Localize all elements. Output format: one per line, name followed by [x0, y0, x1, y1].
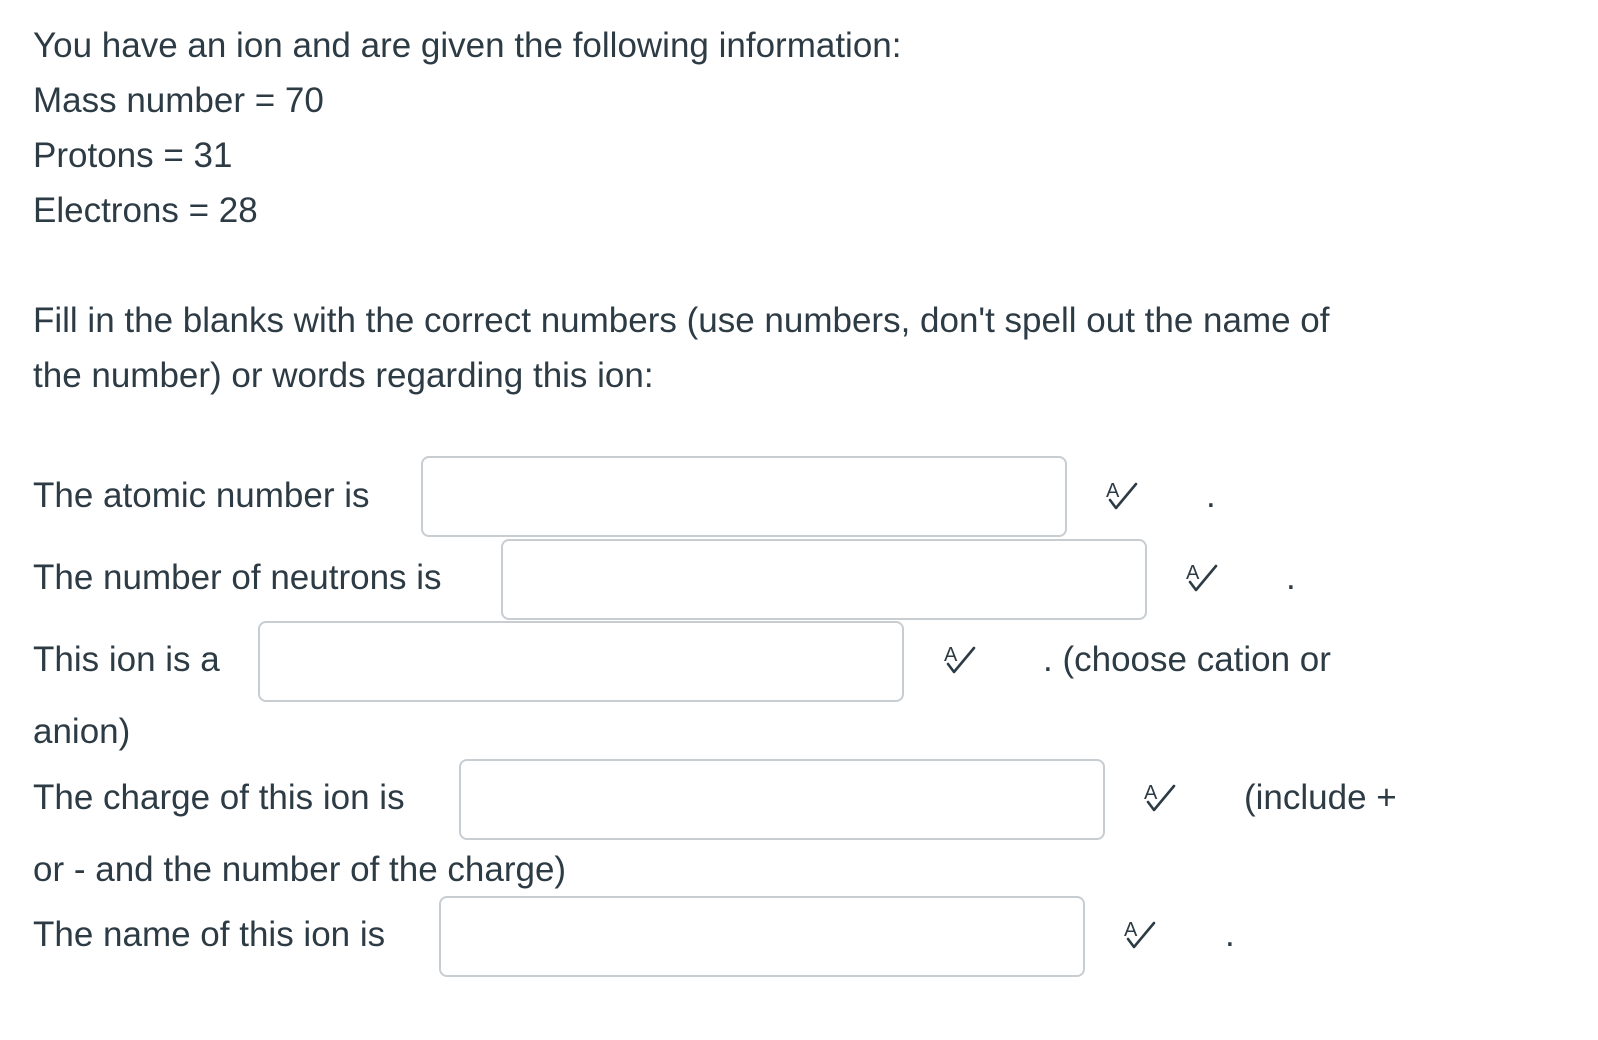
ion-type-suffix: . (choose cation or [1043, 640, 1331, 679]
name-suffix: . [1225, 915, 1235, 954]
ion-type-label: This ion is a [33, 640, 220, 679]
ion-type-input[interactable] [258, 621, 904, 702]
atomic-number-label: The atomic number is [33, 476, 370, 515]
svg-text:A: A [1186, 562, 1200, 584]
spellcheck-icon[interactable] [942, 642, 978, 678]
charge-wrap: or - and the number of the charge) [33, 850, 567, 889]
spellcheck-icon[interactable] [1142, 780, 1178, 816]
mass-number-text: Mass number = 70 [33, 81, 324, 120]
spellcheck-icon[interactable] [1184, 560, 1220, 596]
charge-input[interactable] [459, 759, 1105, 840]
intro-text: You have an ion and are given the following information: [33, 26, 902, 65]
name-label: The name of this ion is [33, 915, 386, 954]
neutrons-label: The number of neutrons is [33, 558, 442, 597]
charge-suffix: (include + [1244, 778, 1397, 817]
charge-label: The charge of this ion is [33, 778, 405, 817]
spellcheck-icon[interactable] [1104, 478, 1140, 514]
svg-text:A: A [944, 644, 958, 666]
atomic-number-input[interactable] [421, 456, 1067, 537]
instructions-line-2: the number) or words regarding this ion: [33, 356, 654, 395]
svg-text:A: A [1106, 480, 1120, 502]
svg-text:A: A [1124, 919, 1138, 941]
protons-text: Protons = 31 [33, 136, 233, 175]
atomic-number-suffix: . [1206, 476, 1216, 515]
svg-text:A: A [1144, 782, 1158, 804]
ion-type-wrap: anion) [33, 712, 131, 751]
spellcheck-icon[interactable] [1122, 917, 1158, 953]
neutrons-input[interactable] [501, 539, 1147, 620]
electrons-text: Electrons = 28 [33, 191, 258, 230]
instructions-line-1: Fill in the blanks with the correct numbers (use numbers, don't spell out the name of [33, 301, 1330, 340]
name-input[interactable] [439, 896, 1085, 977]
neutrons-suffix: . [1286, 558, 1296, 597]
